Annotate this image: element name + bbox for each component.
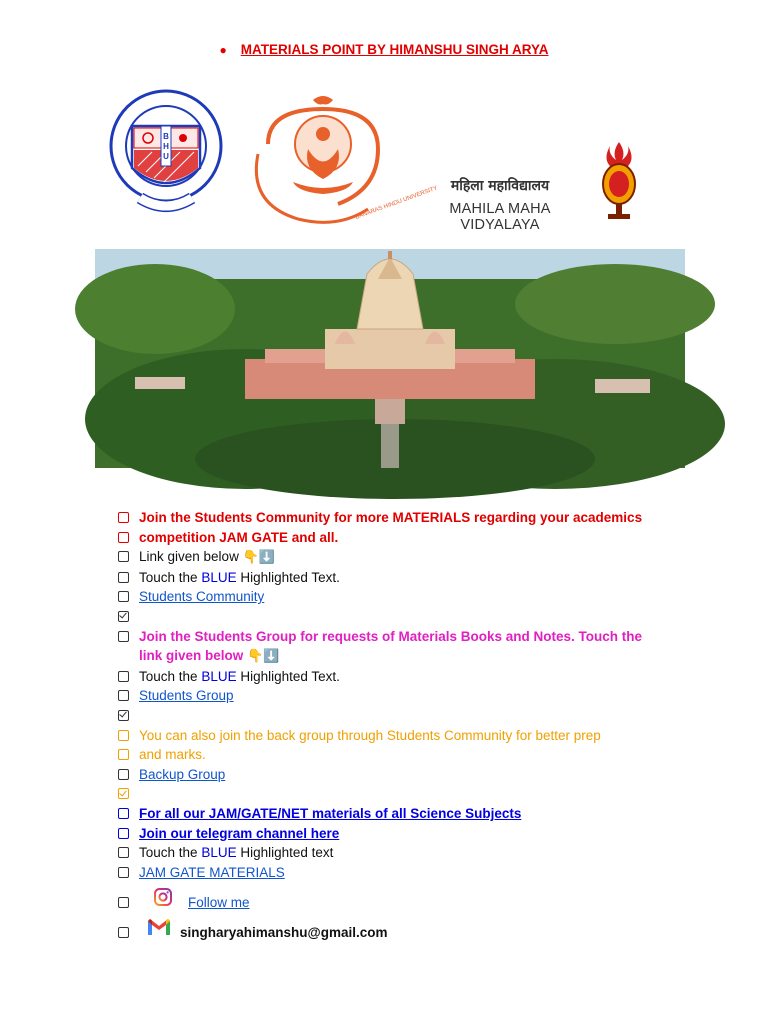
document-title — [0, 42, 768, 57]
mahila-maha-vidyalaya-name — [410, 176, 590, 233]
telegram-channel-text: Join our telegram channel here — [139, 825, 340, 841]
checkbox[interactable] — [118, 551, 129, 562]
point-down-icon: 👇⬇️ — [242, 550, 275, 566]
touch-suffix: Highlighted Text. — [240, 668, 340, 684]
list-item — [118, 784, 688, 804]
list-item — [118, 843, 688, 863]
list-item — [118, 587, 688, 607]
checkbox[interactable] — [118, 808, 129, 819]
group-intro-line-2: link given below — [139, 648, 244, 664]
list-item — [118, 706, 688, 726]
list-item — [118, 915, 688, 945]
list-item — [118, 646, 688, 667]
point-down-icon: 👇⬇️ — [247, 649, 280, 665]
checkbox[interactable] — [118, 690, 129, 701]
list-item — [118, 607, 688, 627]
list-item — [118, 824, 688, 844]
checkbox[interactable] — [118, 512, 129, 523]
checkbox[interactable] — [118, 769, 129, 780]
list-item — [118, 547, 688, 568]
backup-intro-line-1: You can also join the back group through Students Community for better prep — [139, 727, 601, 743]
touch-prefix: Touch the — [139, 569, 198, 585]
students-group-link[interactable]: Students Group — [139, 688, 234, 704]
community-intro-line-2: competition JAM GATE and all. — [139, 529, 339, 545]
list-item — [118, 726, 688, 746]
checked-checkbox[interactable] — [118, 611, 129, 622]
community-intro-line-1: Join the Students Community for more MATERIALS regarding your academics — [139, 510, 643, 525]
instagram-icon[interactable] — [153, 887, 173, 907]
backup-intro-line-2: and marks. — [139, 747, 206, 763]
students-community-link[interactable]: Students Community — [139, 589, 265, 605]
checkbox[interactable] — [118, 671, 129, 682]
follow-me-link[interactable]: Follow me — [188, 895, 250, 911]
checkbox[interactable] — [118, 867, 129, 878]
jam-gate-net-text: For all our JAM/GATE/NET materials of all Science Subjects — [139, 805, 522, 821]
link-given-below-text: Link given below — [139, 549, 239, 565]
svg-text:B: B — [163, 132, 169, 141]
checkbox[interactable] — [118, 631, 129, 642]
checked-checkbox[interactable] — [118, 788, 129, 799]
banaras-hindu-university-logo — [238, 94, 439, 234]
checkbox[interactable] — [118, 828, 129, 839]
svg-text:BANARAS HINDU UNIVERSITY: BANARAS HINDU UNIVERSITY — [354, 185, 439, 221]
mahila-maha-vidyalaya-emblem — [596, 140, 642, 222]
backup-group-link[interactable]: Backup Group — [139, 766, 226, 782]
touch-prefix: Touch the — [139, 845, 198, 861]
list-item — [118, 508, 688, 528]
checkbox[interactable] — [118, 749, 129, 760]
mmv-english-name: MAHILA MAHA VIDYALAYA — [449, 201, 551, 233]
bhu-institute-of-science-logo — [108, 86, 224, 228]
email-address: singharyahimanshu@gmail.com — [180, 925, 388, 941]
checkbox[interactable] — [118, 591, 129, 602]
blue-word: BLUE — [201, 668, 237, 684]
title-text: MATERIALS POINT BY HIMANSHU SINGH ARYA — [240, 42, 549, 57]
checkbox[interactable] — [118, 572, 129, 583]
list-item — [118, 568, 688, 588]
list-item — [118, 686, 688, 706]
touch-suffix: Highlighted text — [240, 845, 334, 861]
list-item — [118, 804, 688, 824]
list-item — [118, 745, 688, 765]
checkbox[interactable] — [118, 847, 129, 858]
touch-suffix: Highlighted Text. — [240, 569, 340, 585]
checkbox[interactable] — [118, 927, 129, 938]
mmv-hindi-name: महिला महाविद्यालय — [450, 178, 550, 194]
checked-checkbox[interactable] — [118, 710, 129, 721]
svg-text:U: U — [163, 152, 169, 161]
list-item — [118, 885, 688, 915]
list-item — [118, 528, 688, 548]
svg-text:H: H — [163, 142, 169, 151]
gmail-icon[interactable] — [147, 917, 171, 937]
checkbox[interactable] — [118, 532, 129, 543]
title-bullet: ● — [219, 43, 227, 57]
touch-prefix: Touch the — [139, 668, 198, 684]
list-item — [118, 863, 688, 883]
content-list — [118, 508, 688, 945]
blue-word: BLUE — [201, 845, 237, 861]
campus-temple-photo — [95, 249, 685, 468]
list-item — [118, 765, 688, 785]
group-intro-line-1: Join the Students Group for requests of Materials Books and Notes. Touch the — [139, 628, 643, 644]
blue-word: BLUE — [201, 569, 237, 585]
list-item — [118, 627, 688, 647]
jam-gate-materials-link[interactable]: JAM GATE MATERIALS — [139, 864, 285, 880]
checkbox[interactable] — [118, 897, 129, 908]
list-item — [118, 667, 688, 687]
checkbox[interactable] — [118, 730, 129, 741]
